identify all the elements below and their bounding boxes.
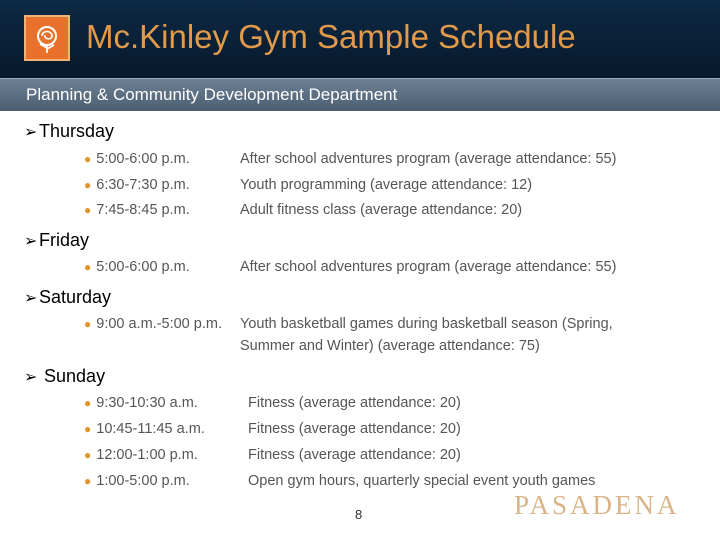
schedule-time: ● 12:00-1:00 p.m. xyxy=(84,447,198,463)
schedule-time: ● 5:00-6:00 p.m. xyxy=(84,259,190,275)
arrow-bullet-icon: ➢ xyxy=(24,233,38,250)
dot-bullet-icon: ● xyxy=(84,178,92,192)
dot-bullet-icon: ● xyxy=(84,422,92,436)
dot-bullet-icon: ● xyxy=(84,152,92,166)
dot-bullet-icon: ● xyxy=(84,396,92,410)
day-heading-friday: ➢Friday xyxy=(24,230,90,250)
schedule-time: ● 6:30-7:30 p.m. xyxy=(84,177,190,193)
pasadena-logo: PASADENA xyxy=(514,490,680,520)
page-title: Mc.Kinley Gym Sample Schedule xyxy=(86,18,576,55)
page-number: 8 xyxy=(355,507,363,522)
schedule-time: ● 10:45-11:45 a.m. xyxy=(84,421,205,437)
schedule-description: After school adventures program (average attendance: 55) xyxy=(240,259,617,275)
schedule-description: After school adventures program (average attendance: 55) xyxy=(240,151,617,167)
dot-bullet-icon: ● xyxy=(84,203,92,217)
schedule-time: ● 9:00 a.m.-5:00 p.m. xyxy=(84,316,222,332)
schedule-time: ● 9:30-10:30 a.m. xyxy=(84,395,198,411)
dot-bullet-icon: ● xyxy=(84,317,92,331)
schedule-time: ● 7:45-8:45 p.m. xyxy=(84,202,190,218)
schedule-description: Open gym hours, quarterly special event youth games xyxy=(248,473,596,489)
dot-bullet-icon: ● xyxy=(84,448,92,462)
arrow-bullet-icon: ➢ xyxy=(24,369,38,386)
department-subtitle: Planning & Community Development Department xyxy=(26,85,398,104)
day-heading-saturday: ➢Saturday xyxy=(24,287,112,307)
schedule-time: ● 1:00-5:00 p.m. xyxy=(84,473,190,489)
schedule-time: ● 5:00-6:00 p.m. xyxy=(84,151,190,167)
schedule-description: Youth basketball games during basketball season (Spring, xyxy=(240,316,613,332)
schedule-description: Fitness (average attendance: 20) xyxy=(248,395,461,411)
dot-bullet-icon: ● xyxy=(84,260,92,274)
schedule-description-continued: Summer and Winter) (average attendance: 75) xyxy=(240,338,540,354)
dot-bullet-icon: ● xyxy=(84,474,92,488)
arrow-bullet-icon: ➢ xyxy=(24,124,38,141)
rose-icon xyxy=(24,15,70,61)
schedule-description: Youth programming (average attendance: 12) xyxy=(240,177,533,193)
subheader-bar xyxy=(0,78,720,111)
schedule-description: Fitness (average attendance: 20) xyxy=(248,447,461,463)
day-heading-sunday: ➢ Sunday xyxy=(24,366,106,386)
schedule-description: Adult fitness class (average attendance: 20) xyxy=(240,202,523,218)
day-heading-thursday: ➢Thursday xyxy=(24,121,115,141)
schedule-description: Fitness (average attendance: 20) xyxy=(248,421,461,437)
header-bar xyxy=(0,0,720,78)
arrow-bullet-icon: ➢ xyxy=(24,290,38,307)
